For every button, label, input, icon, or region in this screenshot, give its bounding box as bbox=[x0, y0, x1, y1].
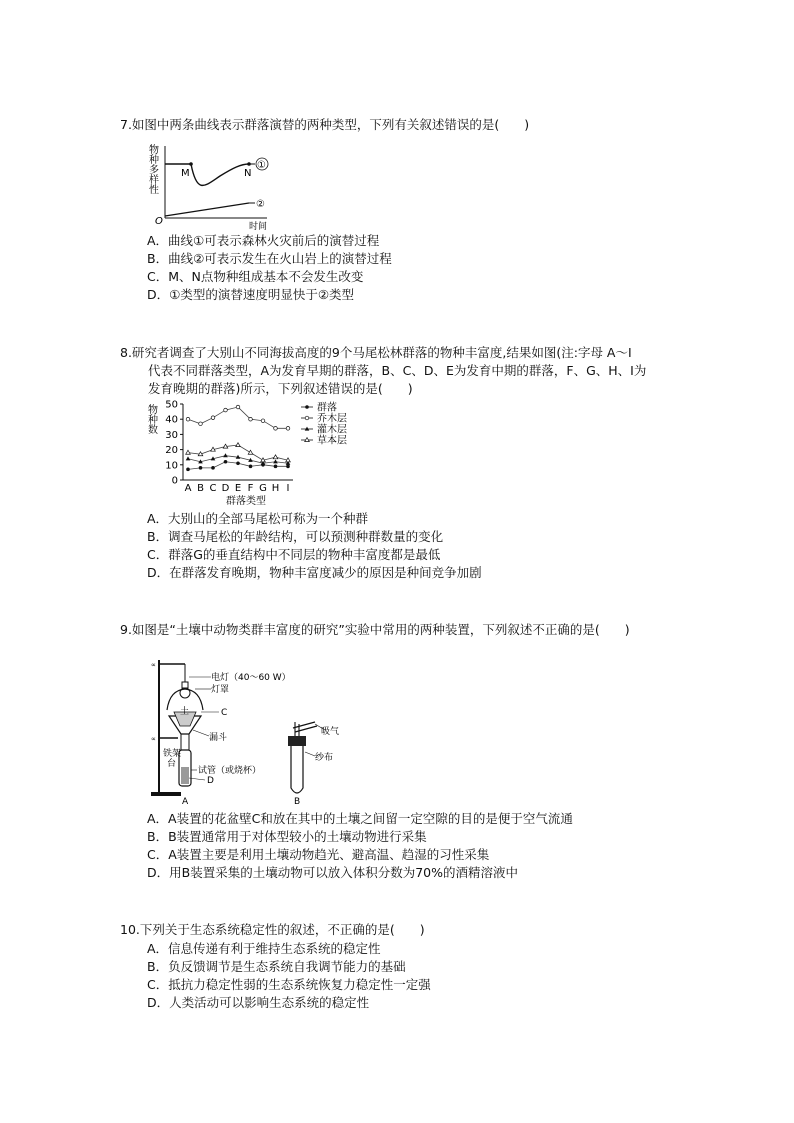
q8-stem-line3: 发育晚期的群落)所示，下列叙述错误的是( ) bbox=[148, 381, 413, 396]
q8-xlabel: 群落类型 bbox=[226, 496, 266, 506]
q10-option-c[interactable]: C．抵抗力稳定性弱的生态系统恢复力稳定性一定强 bbox=[147, 977, 431, 992]
q8-x-tick-label: F bbox=[247, 483, 254, 494]
q8-data-point bbox=[236, 461, 240, 465]
q8-stem-line1: 8.研究者调查了大别山不同海拔高度的9个马尾松林群落的物种丰富度,结果如图(注:字母 A～I bbox=[120, 345, 632, 360]
q8-chart bbox=[145, 398, 370, 506]
q8-x-tick-label: H bbox=[271, 483, 280, 494]
q8-data-point bbox=[199, 422, 203, 426]
q9-tube-label: 试管（或烧杯） bbox=[198, 766, 262, 776]
q8-data-point bbox=[224, 408, 228, 412]
q8-ylabel: 物种数 bbox=[145, 404, 157, 434]
q8-option-b[interactable]: B．调查马尾松的年龄结构，可以预测种群数量的变化 bbox=[147, 529, 444, 544]
q8-legend-label: 乔木层 bbox=[317, 413, 347, 425]
q8-data-point bbox=[273, 459, 278, 463]
q10-stem: 10.下列关于生态系统稳定性的叙述，不正确的是( ) bbox=[120, 922, 425, 937]
q8-x-tick-label: B bbox=[197, 483, 204, 494]
q8-option-d[interactable]: D．在群落发育晚期，物种丰富度减少的原因是种间竞争加剧 bbox=[147, 565, 482, 580]
q8-data-point bbox=[211, 416, 215, 420]
q7-curve2-label: ② bbox=[256, 199, 265, 210]
q8-data-point bbox=[236, 405, 240, 409]
q9-option-b[interactable]: B．B装置通常用于对体型较小的土壤动物进行采集 bbox=[147, 829, 427, 844]
q7-curve2 bbox=[165, 203, 249, 216]
q8-x-tick-label: I bbox=[286, 483, 290, 494]
q7-curve1 bbox=[165, 164, 252, 185]
q8-data-point bbox=[199, 466, 203, 470]
q8-data-point bbox=[211, 466, 215, 470]
q9-option-d[interactable]: D．用B装置采集的土壤动物可以放入体积分数为70%的酒精溶液中 bbox=[147, 865, 518, 880]
q9-lamp-label: 电灯（40～60 W） bbox=[211, 673, 291, 683]
q8-data-point bbox=[186, 450, 191, 454]
q8-option-c[interactable]: C．群落G的垂直结构中不同层的物种丰富度都是最低 bbox=[147, 547, 441, 562]
q8-y-tick-label: 20 bbox=[165, 445, 178, 457]
q8-data-point bbox=[249, 417, 253, 421]
q8-x-tick-label: C bbox=[209, 483, 217, 494]
q9-option-c[interactable]: C．A装置主要是利用土壤动物趋光、避高温、趋湿的习性采集 bbox=[147, 847, 490, 862]
q8-stem bbox=[120, 344, 646, 398]
q8-data-point bbox=[186, 456, 191, 460]
q9-device-a: A bbox=[182, 797, 189, 807]
q7-stem: 7.如图中两条曲线表示群落演替的两种类型，下列有关叙述错误的是( ) bbox=[120, 117, 530, 132]
q9-funnel-label: 漏斗 bbox=[209, 733, 228, 743]
q8-data-point bbox=[236, 443, 241, 447]
q7-options bbox=[147, 232, 392, 304]
q8-option-a[interactable]: A．大别山的全部马尾松可称为一个种群 bbox=[147, 511, 369, 526]
q7-origin: O bbox=[155, 216, 163, 227]
q8-y-tick-label: 40 bbox=[165, 414, 178, 426]
q8-x-tick-label: G bbox=[259, 483, 267, 494]
q7-option-c[interactable]: C．M、N点物种组成基本不会发生改变 bbox=[147, 269, 364, 284]
q8-legend-label: 灌木层 bbox=[317, 424, 347, 436]
q8-y-tick-label: 50 bbox=[165, 399, 178, 411]
q8-data-point bbox=[286, 465, 290, 469]
q8-data-point bbox=[274, 427, 278, 431]
q7-figure bbox=[145, 140, 280, 232]
q7-option-b[interactable]: B．曲线②可表示发生在火山岩上的演替过程 bbox=[147, 251, 392, 266]
q8-series-line-1 bbox=[188, 407, 288, 428]
q9-option-a[interactable]: A．A装置的花盆壁C和放在其中的土壤之间留一定空隙的目的是便于空气流通 bbox=[147, 811, 573, 826]
q8-x-tick-label: D bbox=[221, 483, 230, 494]
q8-legend-label: 群落 bbox=[317, 402, 337, 414]
q8-data-point bbox=[273, 455, 278, 459]
q9-c-label: C bbox=[221, 708, 228, 718]
q8-y-tick-label: 10 bbox=[165, 460, 178, 472]
q7-point-n: N bbox=[244, 168, 252, 179]
q8-y-tick-label: 30 bbox=[165, 429, 178, 441]
q8-legend-marker bbox=[305, 416, 309, 420]
q8-data-point bbox=[261, 419, 265, 423]
q9-suck-label: 吸气 bbox=[321, 727, 340, 737]
q8-options bbox=[147, 510, 482, 582]
q8-data-point bbox=[186, 417, 190, 421]
q7-ylabel: 物种多样性 bbox=[146, 144, 158, 194]
q9-options bbox=[147, 810, 573, 882]
q8-x-tick-label: A bbox=[184, 483, 192, 494]
q8-data-point bbox=[286, 427, 290, 431]
q7-curve1-label: ① bbox=[257, 160, 266, 171]
q8-legend-label: 草本层 bbox=[317, 435, 347, 447]
q8-data-point bbox=[224, 460, 228, 464]
q10-option-b[interactable]: B．负反馈调节是生态系统自我调节能力的基础 bbox=[147, 959, 406, 974]
q7-point-m: M bbox=[181, 168, 190, 179]
q9-stand-label: 铁架 bbox=[163, 749, 182, 759]
svg-text:∝: ∝ bbox=[151, 661, 157, 669]
q7-option-a[interactable]: A．曲线①可表示森林火灾前后的演替过程 bbox=[147, 233, 380, 248]
q8-y-tick-label: 0 bbox=[171, 475, 178, 487]
q10-option-d[interactable]: D．人类活动可以影响生态系统的稳定性 bbox=[147, 995, 370, 1010]
svg-text:∝: ∝ bbox=[151, 735, 157, 743]
q7-option-d[interactable]: D．①类型的演替速度明显快于②类型 bbox=[147, 287, 355, 302]
q7-xlabel: 时间 bbox=[249, 222, 268, 232]
q9-stem: 9.如图是“土壤中动物类群丰富度的研究”实验中常用的两种装置，下列叙述不正确的是( ) bbox=[120, 622, 630, 637]
q9-shade-label: 灯罩 bbox=[211, 685, 230, 695]
q9-d-label: D bbox=[207, 776, 214, 786]
q9-device-b: B bbox=[294, 797, 301, 807]
q8-data-point bbox=[248, 450, 253, 454]
q8-legend-marker bbox=[305, 405, 309, 409]
q8-data-point bbox=[186, 468, 190, 472]
q10-option-a[interactable]: A．信息传递有利于维持生态系统的稳定性 bbox=[147, 941, 381, 956]
q8-data-point bbox=[223, 453, 228, 457]
q10-options bbox=[147, 940, 431, 1012]
q8-stem-line2: 代表不同群落类型，A为发育早期的群落，B、C、D、E为发育中期的群落，F、G、H、I为 bbox=[148, 363, 647, 378]
q8-x-tick-label: E bbox=[234, 483, 242, 494]
q9-stand-label2: 台 bbox=[167, 759, 177, 769]
q8-data-point bbox=[249, 465, 253, 469]
q9-soil: 土 bbox=[180, 707, 190, 717]
q8-data-point bbox=[274, 465, 278, 469]
q9-figure bbox=[145, 652, 380, 807]
q9-gauze-label: 纱布 bbox=[315, 753, 334, 763]
